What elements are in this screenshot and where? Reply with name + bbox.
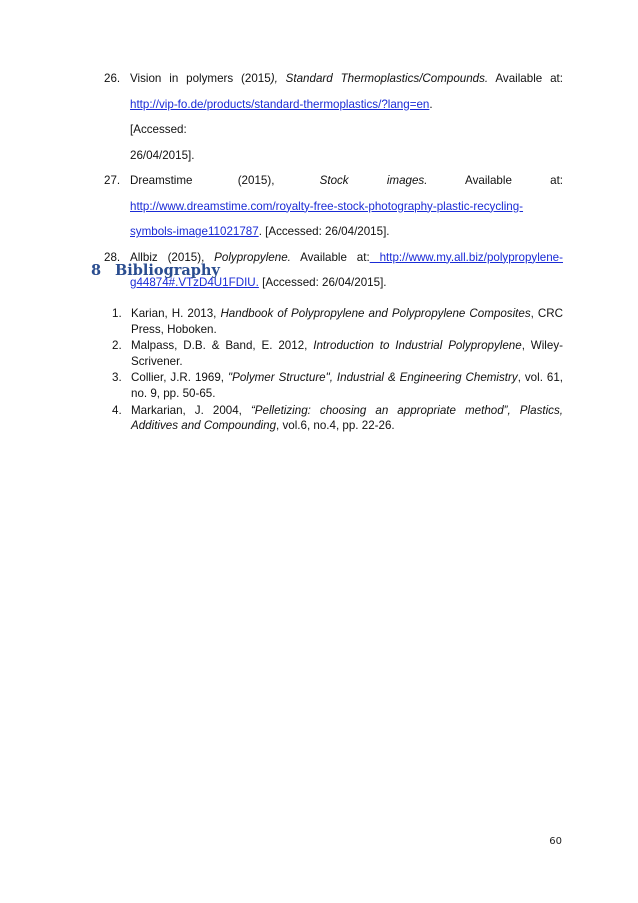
- reference-line: Dreamstime (2015), Stock images. Available at:: [130, 174, 564, 187]
- reference-title: ), Standard Thermoplastics/Compounds.: [270, 72, 489, 85]
- reference-27: [104, 168, 563, 245]
- bibliography-item: 1. Karian, H. 2013, Handbook of Polypropylene and Polypropylene Composites, CRC Press, Hoboken.: [112, 307, 563, 336]
- bibliography-title: "Polymer Structure", Industrial & Engineering Chemistry: [227, 371, 518, 385]
- reference-title: Polypropylene.: [214, 250, 291, 264]
- reference-link[interactable]: http://www.my.all.biz/polypropylene-: [369, 250, 563, 264]
- reference-link[interactable]: http://vip-fo.de/products/standard-thermoplastics/?lang=en: [130, 97, 430, 111]
- reference-line: http://vip-fo.de/products/standard-thermoplastics/?lang=en. [Accessed:: [130, 97, 433, 136]
- bibliography-number: 2.: [112, 339, 122, 353]
- reference-date: 26/04/2015].: [130, 148, 195, 162]
- page-number: 60: [549, 836, 562, 847]
- bibliography-item: 4. Markarian, J. 2004, “Pelletizing: choosing an appropriate method”, Plastics, Additives and Compounding, vol.6, no.4, pp. 22-26.: [112, 403, 563, 433]
- reference-line: [130, 194, 563, 220]
- bibliography-item: 2. Malpass, D.B. & Band, E. 2012, Introduction to Industrial Polypropylene, Wiley-Scrivener.: [112, 339, 563, 368]
- reference-number: 26.: [104, 72, 121, 85]
- reference-line: Vision in polymers (2015), Standard Thermoplastics/Compounds. Available at:: [130, 72, 563, 85]
- bibliography-item: 3. Collier, J.R. 1969, "Polymer Structure", Industrial & Engineering Chemistry, vol. 61, no. 9, pp. 50-65.: [112, 371, 564, 400]
- section-title: Bibliography: [115, 262, 220, 279]
- bibliography-number: 1.: [112, 307, 122, 320]
- bibliography-title: “Pelletizing: choosing an appropriate method”, Plastics, Additives and Compounding: [131, 403, 563, 433]
- reference-link[interactable]: g44874#.VTzD4U1FDIU.: [130, 276, 259, 289]
- reference-26: [104, 66, 563, 168]
- bibliography-title: Introduction to Industrial Polypropylene: [313, 339, 522, 353]
- reference-link[interactable]: symbols-image11021787: [130, 225, 259, 238]
- section-number: 8: [91, 262, 102, 279]
- reference-line: Allbiz (2015), Polypropylene. Available at: http://www.my.all.biz/polypropylene-: [130, 250, 563, 264]
- bibliography-title: Handbook of Polypropylene and Polypropylene Composites: [220, 307, 531, 320]
- bibliography-number: 4.: [112, 403, 122, 417]
- reference-line: g44874#.VTzD4U1FDIU. [Accessed: 26/04/2015].: [130, 276, 387, 289]
- reference-line: symbols-image11021787. [Accessed: 26/04/2015].: [130, 225, 390, 238]
- reference-number: 27.: [104, 174, 121, 187]
- bibliography-list: [112, 306, 563, 435]
- section-heading: [91, 262, 220, 279]
- reference-number: 28.: [104, 250, 121, 264]
- bibliography-number: 3.: [112, 371, 122, 385]
- reference-link[interactable]: http://www.dreamstime.com/royalty-free-stock-photography-plastic-recycling-: [130, 199, 524, 213]
